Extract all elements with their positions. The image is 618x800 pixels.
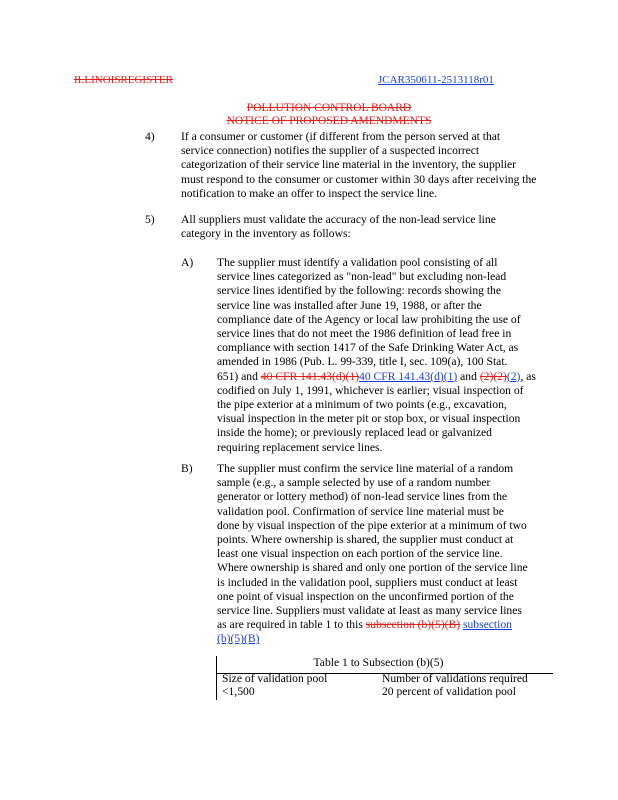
item-a-line: compliance date of the Agency or local law prohibiting the use of [217,312,521,326]
item-b-line: validation pool. Confirmation of service line material must be [217,504,504,518]
item-b-line: service line. Suppliers must validate at least as many service lines [217,604,522,618]
item-4-line: notification to make an offer to inspect the service line. [181,186,438,200]
table-cell-size: <1,500 [222,685,255,698]
item-4-line: must respond to the consumer or customer within 30 days after receiving the [181,172,537,186]
item-a-line: codified on July 1, 1991, whichever is earlier; visual inspection of [217,383,524,397]
table-col1-header: Size of validation pool [222,672,328,685]
item-b-line: is included in the validation pool, suppliers must conduct at least [217,575,518,589]
table-col2-header: Number of validations required [382,672,528,685]
item-b-line-subsection-2 [217,632,528,646]
item-5-line: All suppliers must validate the accuracy of the non-lead service line [181,213,496,226]
item-a-line: requiring replacement service lines. [217,440,383,454]
table-header-row [216,672,553,685]
item-a-line: the pipe exterior at a minimum of two points (e.g., excavation, [217,398,507,412]
item-5-text [181,213,496,241]
item-b-line: done by visual inspection of the pipe exterior at a minimum of two [217,518,527,532]
item-b-text [217,462,528,647]
inserted-subsection-link[interactable]: subsection [463,618,512,632]
register-header: ILLINOISREGISTER [74,74,173,86]
item-4-line: categorization of their service line material in the inventory, the supplier [181,158,517,172]
deleted-cfr-citation: 40 CFR 141.43(d)(1) [260,369,360,383]
item-a-line: The supplier must identify a validation pool consisting of all [217,256,498,269]
jcar-reference-link[interactable]: JCAR350611-2513118r01 [378,74,494,86]
deleted-subsection-ref: subsection (b)(5)(B) [365,618,461,632]
table-title: Table 1 to Subsection (b)(5) [313,656,444,669]
item-b-line: least one visual inspection on each portion of the service line. [217,547,503,561]
item-a-line: amended in 1986 (Pub. L. 99-339, title I, sec. 109(a), 100 Stat. [217,355,508,369]
item-a-line: inside the home); or previously replaced lead or galvanized [217,426,492,440]
item-a-line-cfr: 651) and 40 CFR 141.43(d)(1)40 CFR 141.43(d)(1) and (2)(2)(2), as [217,369,536,383]
item-b-line: sample (e.g., a sample selected by use of a random number [217,476,491,490]
item-b-line: The supplier must confirm the service line material of a random [217,462,514,475]
item-b-line: one point of visual inspection on the unconfirmed portion of the [217,589,514,603]
item-b-line: points. Where ownership is shared, the supplier must conduct at [217,533,514,547]
item-a-line: service line was installed after June 19, 1988, or after the [217,298,482,312]
board-title: POLLUTION CONTROL BOARD [246,102,412,114]
item-b-line: Where ownership is shared and only one portion of the service line [217,561,528,575]
inserted-cfr-link[interactable]: 40 CFR 141.43(d)(1) [359,369,458,383]
item-a-letter: A) [181,256,194,269]
inserted-paragraph-link[interactable]: (2) [506,369,521,383]
item-5-line: category in the inventory as follows: [181,227,351,241]
item-a-line: compliance with section 1417 of the Safe Drinking Water Act, as [217,341,519,355]
validation-table [216,656,553,698]
item-a-text [217,256,536,455]
item-4-line: If a consumer or customer (if different from the person served at that [181,130,501,143]
deleted-paragraph-ref: (2)(2) [479,369,507,383]
item-a-line: service lines identified by the following: records showing the [217,284,501,298]
item-5-number: 5) [145,213,155,226]
item-a-line: service lines that do not meet the 1986 definition of lead free in [217,327,512,341]
item-4-number: 4) [145,130,155,143]
inserted-subsection-link-2[interactable]: (b)(5)(B) [217,632,260,646]
item-b-line: generator or lottery method) of non-lead service lines from the [217,490,508,504]
notice-title: NOTICE OF PROPOSED AMENDMENTS [226,115,432,127]
item-a-line: service lines categorized as "non-lead" but excluding non-lead [217,270,507,284]
item-a-line: visual inspection in the meter pit or stop box, or visual inspection [217,412,521,426]
table-cell-validations: 20 percent of validation pool [382,685,516,698]
item-b-line-subsection: as are required in table 1 to this subsection (b)(5)(B) subsection [217,618,512,632]
item-4-line: service connection) notifies the supplier of a suspected incorrect [181,144,480,158]
table-row [216,685,553,698]
item-b-letter: B) [181,462,193,475]
item-4-text [181,130,536,201]
